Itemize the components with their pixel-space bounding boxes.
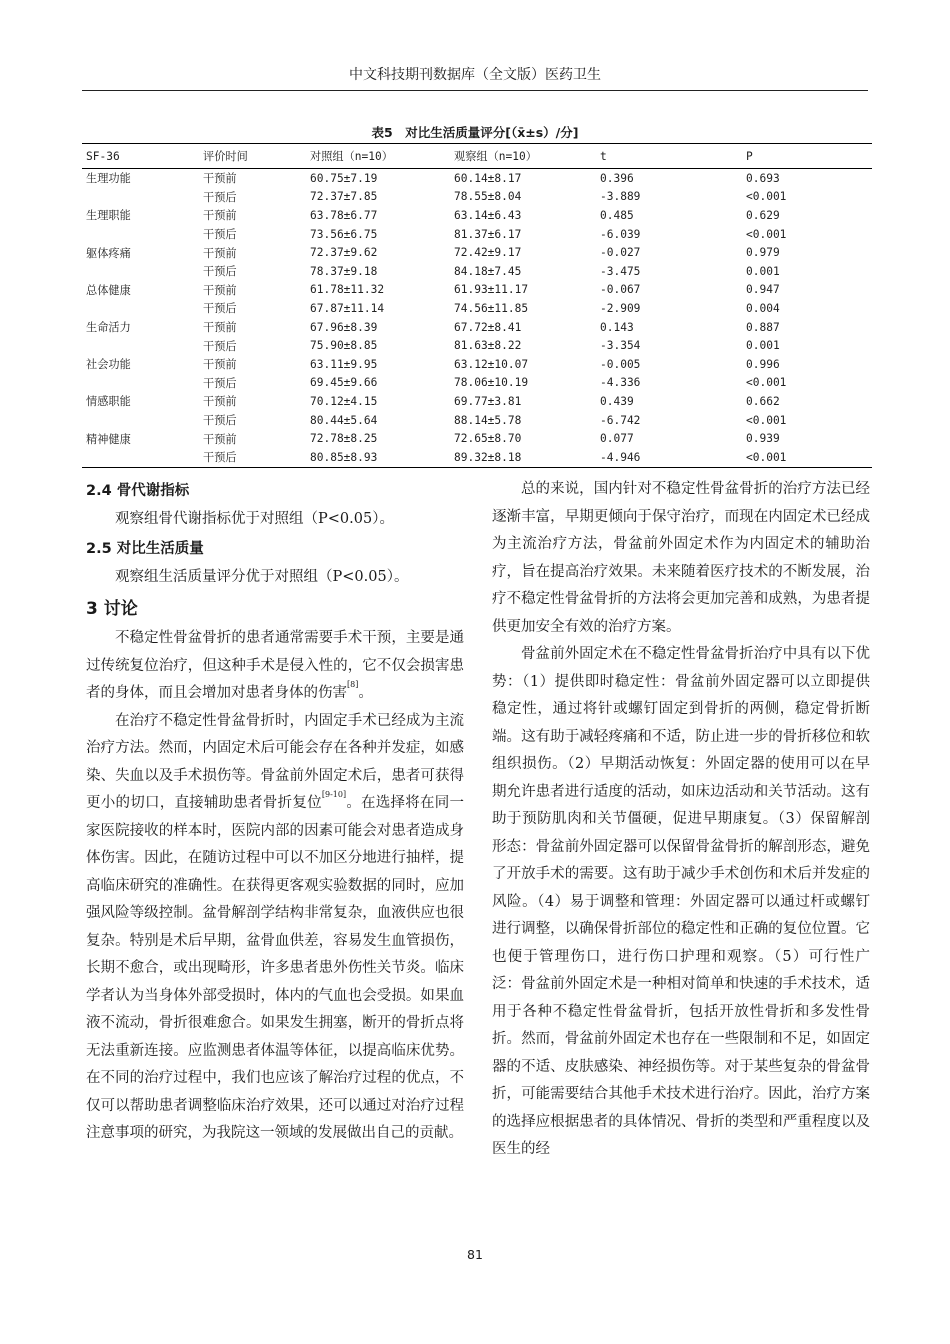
table-cell: 72.65±8.70 (454, 432, 522, 446)
table-cell: 69.45±9.66 (310, 376, 378, 390)
table-cell: 89.32±8.18 (454, 450, 522, 464)
col-header: 评价时间 (203, 150, 248, 163)
table-cell (82, 188, 199, 207)
table-cell: 生理功能 (86, 172, 131, 186)
table-cell: 60.14±8.17 (454, 171, 522, 185)
table-cell (82, 448, 199, 467)
text: 。在选择将在同一家医院接收的样本时，医院内部的因素可能会对患者造成身体伤害。因此，在随访过程中可以不加区分地进行抽样，提高临床研究的准确性。在获得更客观实验数据的同时，应加强风险等级控制。盆骨解剖学结构非常复杂，血液供应也很复杂。特别是术后早期，盆骨血供差，容易发生血管损伤，长期不愈合，或出现畸形，许多患者患外伤性关节炎。临床学者认为当身体外部受损时，体内的气血也会受损。如果血液不流动，骨折很难愈合。如果发生拥塞，断开的骨折点将无法重新连接。应监测患者体温等体征，以提高临床优势。在不同的治疗过程中，我们也应该了解治疗过程的优点，不仅可以帮助患者调整临床治疗效果，还可以通过对治疗过程注意事项的研究，为我院这一领域的发展做出自己的贡献。 (86, 795, 465, 1141)
table-cell: 0.693 (746, 171, 780, 185)
table-cell: 78.06±10.19 (454, 376, 529, 390)
table-cell: 81.63±8.22 (454, 339, 522, 353)
table-cell: -2.909 (600, 301, 641, 315)
table-cell: 0.001 (746, 339, 780, 353)
table-cell: 干预前 (203, 358, 237, 372)
table-cell: 0.939 (746, 432, 780, 446)
citation: [9-10] (321, 790, 347, 799)
table-cell: 0.143 (600, 320, 634, 334)
table-row (82, 169, 872, 188)
table-cell: 0.979 (746, 246, 780, 260)
table-cell (82, 262, 199, 281)
right-column (492, 476, 870, 1164)
table-cell: <0.001 (746, 413, 787, 427)
table-cell: 81.37±6.17 (454, 227, 522, 241)
paragraph: 骨盆前外固定术在不稳定性骨盆骨折治疗中具有以下优势：（1）提供即时稳定性：骨盆前外固定器可以立即提供稳定性，通过将针或螺钉固定到骨折的两侧，稳定骨折断端。这有助于减轻疼痛和不适，防止进一步的骨折移位和软组织损伤。（2）早期活动恢复：外固定器的使用可以在早期允许患者进行适度的活动，如床边活动和关节活动。这有助于预防肌肉和关节僵硬，促进早期康复。（3）保留解剖形态：骨盆前外固定器可以保留骨盆骨折的解剖形态，避免了开放手术的需要。这有助于减少手术创伤和术后并发症的风险。（4）易于调整和管理：外固定器可以通过杆或螺钉进行调整，以确保骨折部位的稳定性和正确的复位位置。它也便于管理伤口，进行伤口护理和观察。（5）可行性广泛：骨盆前外固定术是一种相对简单和快速的手术技术，适用于各种不稳定性骨盆骨折，包括开放性骨折和多发性骨折。然而，骨盆前外固定术也存在一些限制和不足，如固定器的不适、皮肤感染、神经损伤等。对于某些复杂的骨盆骨折，可能需要结合其他手术技术进行治疗。因此，治疗方案的选择应根据患者的具体情况、骨折的类型和严重程度以及医生的经 (492, 646, 870, 1157)
table-cell: 干预后 (203, 451, 237, 465)
table-cell: 精神健康 (86, 432, 131, 446)
table-cell: 干预前 (203, 246, 237, 260)
table-row (82, 429, 872, 448)
table-cell: -6.742 (600, 413, 641, 427)
page-number: 81 (467, 1247, 483, 1262)
paragraph (86, 708, 464, 1148)
paragraph: 观察组生活质量评分优于对照组（P<0.05）。 (115, 568, 409, 585)
table-cell: 75.90±8.85 (310, 339, 378, 353)
table-cell: 干预后 (203, 339, 237, 353)
table-cell: 干预后 (203, 376, 237, 390)
table-cell: 干预后 (203, 414, 237, 428)
table-row (82, 448, 872, 467)
table-row (82, 318, 872, 337)
table-cell: 61.93±11.17 (454, 283, 529, 297)
table-cell: 生命活力 (86, 321, 131, 335)
table-row (82, 299, 872, 318)
col-header: t (600, 149, 607, 163)
table-row (82, 336, 872, 355)
table-cell: 0.001 (746, 264, 780, 278)
table-cell (82, 336, 199, 355)
table-cell: 0.004 (746, 301, 780, 315)
table-cell: 60.75±7.19 (310, 171, 378, 185)
table-cell: 80.85±8.93 (310, 450, 378, 464)
table-cell: 67.87±11.14 (310, 301, 385, 315)
table-cell: 0.887 (746, 320, 780, 334)
table-cell: 0.396 (600, 171, 634, 185)
table-row (82, 188, 872, 207)
text: 不稳定性骨盆骨折的患者通常需要手术干预，主要是通过传统复位治疗，但这种手术是侵入性的，它不仅会损害患者的身体，而且会增加对患者身体的伤害 (86, 630, 464, 701)
table-row (82, 225, 872, 244)
table-cell: <0.001 (746, 376, 787, 390)
table-cell: <0.001 (746, 227, 787, 241)
table-cell: <0.001 (746, 450, 787, 464)
text: 。 (358, 685, 373, 701)
table-cell: 63.12±10.07 (454, 357, 529, 371)
col-header: SF-36 (86, 149, 120, 163)
table-cell: -3.889 (600, 190, 641, 204)
table-caption: 表5 对比生活质量评分[（x̄±s）/分] (371, 125, 579, 140)
table-row (82, 206, 872, 225)
table-cell: 干预后 (203, 265, 237, 279)
paragraph: 总的来说，国内针对不稳定性骨盆骨折的治疗方法已经逐渐丰富，早期更倾向于保守治疗，而现在内固定术已经成为主流治疗方法，骨盆前外固定术作为内固定术的辅助治疗，旨在提高治疗效果。未来随着医疗技术的不断发展，治疗不稳定性骨盆骨折的方法将会更加完善和成熟，为患者提供更加安全有效的治疗方案。 (492, 481, 870, 635)
table-cell: <0.001 (746, 190, 787, 204)
table-row (82, 355, 872, 374)
paragraph: 观察组骨代谢指标优于对照组（P<0.05）。 (115, 511, 394, 527)
table-cell: 干预后 (203, 302, 237, 316)
table-cell: 总体健康 (86, 283, 131, 297)
col-header: P (746, 149, 753, 163)
table-cell: -0.027 (600, 246, 641, 260)
table-cell (82, 411, 199, 430)
table-cell: 84.18±7.45 (454, 264, 522, 278)
col-header: 观察组（n=10） (454, 150, 537, 163)
table-cell: 80.44±5.64 (310, 413, 378, 427)
left-column (86, 476, 464, 1148)
table-row (82, 281, 872, 300)
section-heading: 2.4 骨代谢指标 (86, 483, 190, 499)
table-cell: 67.96±8.39 (310, 320, 378, 334)
table-cell: 0.077 (600, 432, 634, 446)
table-row (82, 243, 872, 262)
table-cell: 干预前 (203, 395, 237, 409)
table-cell: 干预前 (203, 283, 237, 297)
table-cell: 72.42±9.17 (454, 246, 522, 260)
table-cell: 干预后 (203, 190, 237, 204)
table-row (82, 411, 872, 430)
section-heading: 2.5 对比生活质量 (86, 540, 204, 557)
table-cell: 干预前 (203, 172, 237, 186)
table-cell: 0.485 (600, 208, 634, 222)
section-heading: 3 讨论 (86, 599, 138, 619)
table-cell: 0.947 (746, 283, 780, 297)
table-cell: 61.78±11.32 (310, 283, 385, 297)
table-cell: 78.55±8.04 (454, 190, 522, 204)
table-cell: 67.72±8.41 (454, 320, 522, 334)
table-cell: 74.56±11.85 (454, 301, 529, 315)
table-cell: -4.946 (600, 450, 641, 464)
table-cell: -3.354 (600, 339, 641, 353)
table-cell: 72.37±9.62 (310, 246, 378, 260)
running-header: 中文科技期刊数据库（全文版）医药卫生 (82, 64, 868, 91)
quality-of-life-table (82, 143, 872, 468)
table-cell (82, 225, 199, 244)
table-cell: 生理职能 (86, 209, 131, 223)
table-row (82, 374, 872, 393)
table-cell (82, 299, 199, 318)
table-cell: 72.37±7.85 (310, 190, 378, 204)
table-cell: -0.005 (600, 357, 641, 371)
table-cell: 躯体疼痛 (86, 246, 131, 260)
citation: [8] (347, 680, 359, 689)
table-cell: 70.12±4.15 (310, 394, 378, 408)
table-row (82, 262, 872, 281)
col-header: 对照组（n=10） (310, 150, 393, 163)
paragraph (86, 625, 464, 708)
table-cell: 63.78±6.77 (310, 208, 378, 222)
table-cell: 63.14±6.43 (454, 208, 522, 222)
table-cell: 73.56±6.75 (310, 227, 378, 241)
table-cell: -6.039 (600, 227, 641, 241)
table-cell: 88.14±5.78 (454, 413, 522, 427)
table-cell: 社会功能 (86, 358, 131, 372)
table-cell: 干预前 (203, 432, 237, 446)
table-cell: 78.37±9.18 (310, 264, 378, 278)
table-cell: 情感职能 (86, 395, 131, 409)
table-cell: -3.475 (600, 264, 641, 278)
table-cell: 干预前 (203, 209, 237, 223)
table-cell: 0.996 (746, 357, 780, 371)
table-cell: -0.067 (600, 283, 641, 297)
table-cell: 0.662 (746, 394, 780, 408)
table-cell: 干预后 (203, 228, 237, 242)
table-row (82, 392, 872, 411)
table-cell: 63.11±9.95 (310, 357, 378, 371)
table-cell: -4.336 (600, 376, 641, 390)
table-cell (82, 374, 199, 393)
table-cell: 0.439 (600, 394, 634, 408)
table-cell: 0.629 (746, 208, 780, 222)
table-header-row (82, 144, 872, 169)
table-cell: 72.78±8.25 (310, 432, 378, 446)
table-cell: 干预前 (203, 321, 237, 335)
table-cell: 69.77±3.81 (454, 394, 522, 408)
text: 在治疗不稳定性骨盆骨折时，内固定手术已经成为主流治疗方法。然而，内固定术后可能会存在各种并发症，如感染、失血以及手术损伤等。骨盆前外固定术后，患者可获得更小的切口，直接辅助患者骨折复位 (86, 712, 464, 811)
